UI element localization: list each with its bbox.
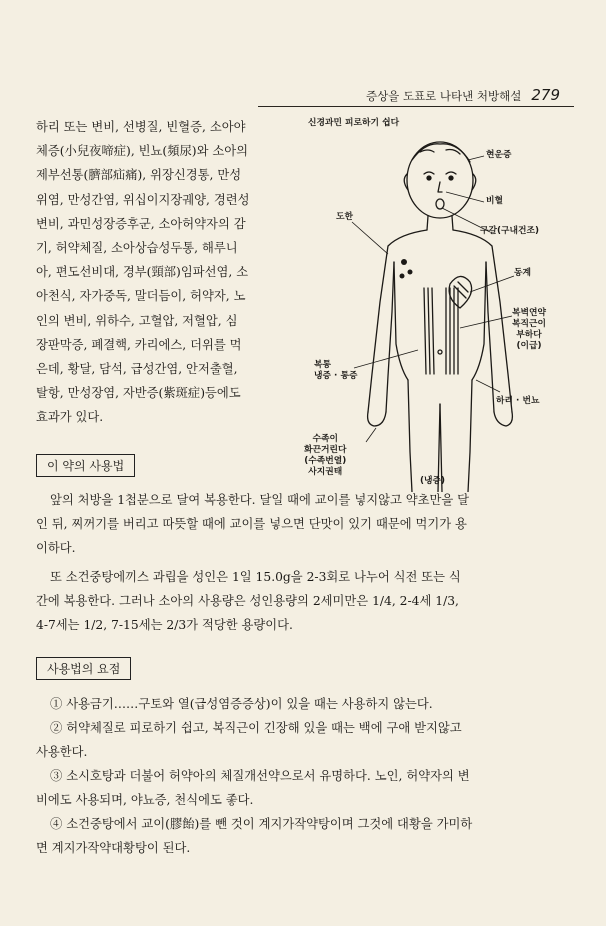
text-line: 은데, 황달, 담석, 급성간염, 안저출혈, — [36, 362, 238, 377]
label-limbs: 수족이 화끈거린다 (수족번열) 사지권태 — [304, 434, 347, 477]
text-line: 장판막증, 폐결핵, 카리에스, 더위를 먹 — [36, 337, 242, 352]
list-item-continuation: 비에도 사용되며, 야뇨증, 천식에도 좋다. — [36, 793, 254, 807]
text-line: 탈항, 만성장염, 자반증(紫斑症)등에도 — [36, 386, 241, 401]
label-dry-mouth: 구갈(구내건조) — [480, 226, 540, 236]
label-headache: 현운증 — [486, 150, 512, 160]
indications-text — [36, 115, 296, 430]
header-rule — [258, 106, 574, 107]
child-symptom-figure — [300, 112, 580, 492]
text-line: 변비, 과민성장증후군, 소아허약자의 감 — [36, 216, 246, 231]
text-line: 앞의 처방을 1첩분으로 달여 복용한다. 달일 때에 교이를 넣지않고 약초만을 달 — [50, 493, 470, 507]
running-title: 증상을 도표로 나타낸 처방해설 — [365, 89, 522, 103]
text-line: 제부선통(臍部疝痛), 위장신경통, 만성 — [36, 168, 242, 183]
list-item-continuation: 면 계지가작약대황탕이 된다. — [36, 841, 191, 855]
text-line: 또 소건중탕에끼스 과립을 성인은 1일 15.0g을 2-3회로 나누어 식전 또는 식 — [50, 570, 461, 584]
text-line: 체증(小兒夜啼症), 빈뇨(頻尿)와 소아의 — [36, 144, 249, 159]
text-line: 간에 복용한다. 그러나 소아의 사용량은 성인용량의 2세미만은 1/4, 2-4세 1/3, — [36, 594, 459, 608]
text-line: 아천식, 자가중독, 말더듬이, 허약자, 노 — [36, 289, 246, 304]
label-palpitation: 동계 — [514, 268, 531, 278]
usage-paragraph-1 — [36, 488, 576, 560]
label-fatigue: 신경과민 피로하기 쉽다 — [308, 118, 400, 128]
text-line: 위염, 만성간염, 위십이지장궤양, 경련성 — [36, 192, 250, 207]
label-night-sweat: 도한 — [336, 212, 353, 222]
list-item-continuation: 사용한다. — [36, 745, 88, 759]
text-line: 인의 변비, 위하수, 고혈압, 저혈압, 심 — [36, 313, 238, 328]
text-line: 기, 허약체질, 소아상습성두통, 해루니 — [36, 241, 238, 256]
label-abdominal-wall: 복벽연약 복직근이 부하다 (이급) — [512, 308, 546, 351]
list-item: ① 사용금기……구토와 열(급성염증증상)이 있을 때는 사용하지 않는다. — [50, 697, 433, 711]
text-line: 인 뒤, 찌꺼기를 버리고 따뜻할 때에 교이를 넣으면 단맛이 있기 때문에 먹기가 용 — [36, 517, 467, 531]
label-cold: (냉증) — [420, 476, 446, 486]
usage-paragraph-2 — [36, 565, 576, 637]
page-number: 279 — [531, 86, 560, 104]
text-line: 효과가 있다. — [36, 410, 104, 425]
text-line: 이하다. — [36, 541, 76, 555]
label-abdominal-pain: 복통 냉증 · 통증 — [314, 360, 358, 381]
list-item: ② 허약체질로 피로하기 쉽고, 복직근이 긴장해 있을 때는 백에 구애 받지않고 — [50, 721, 462, 735]
section-heading-key-points: 사용법의 요점 — [36, 657, 131, 680]
list-item: ③ 소시호탕과 더불어 허약아의 체질개선약으로서 유명하다. 노인, 허약자의 변 — [50, 769, 470, 783]
text-line: 아, 편도선비대, 경부(頸部)임파선염, 소 — [36, 265, 249, 280]
running-header — [0, 86, 560, 104]
text-line: 4-7세는 1/2, 7-15세는 2/3가 적당한 용량이다. — [36, 618, 293, 632]
key-points-list — [36, 692, 576, 860]
label-diarrhea: 하리 · 번뇨 — [496, 396, 540, 406]
list-item: ④ 소건중탕에서 교이(膠飴)를 뺀 것이 계지가작약탕이며 그것에 대황을 가미하 — [50, 817, 473, 831]
section-heading-usage: 이 약의 사용법 — [36, 454, 135, 477]
text-line: 하리 또는 변비, 선병질, 빈혈증, 소아야 — [36, 120, 246, 134]
label-nosebleed: 비혈 — [486, 196, 503, 206]
